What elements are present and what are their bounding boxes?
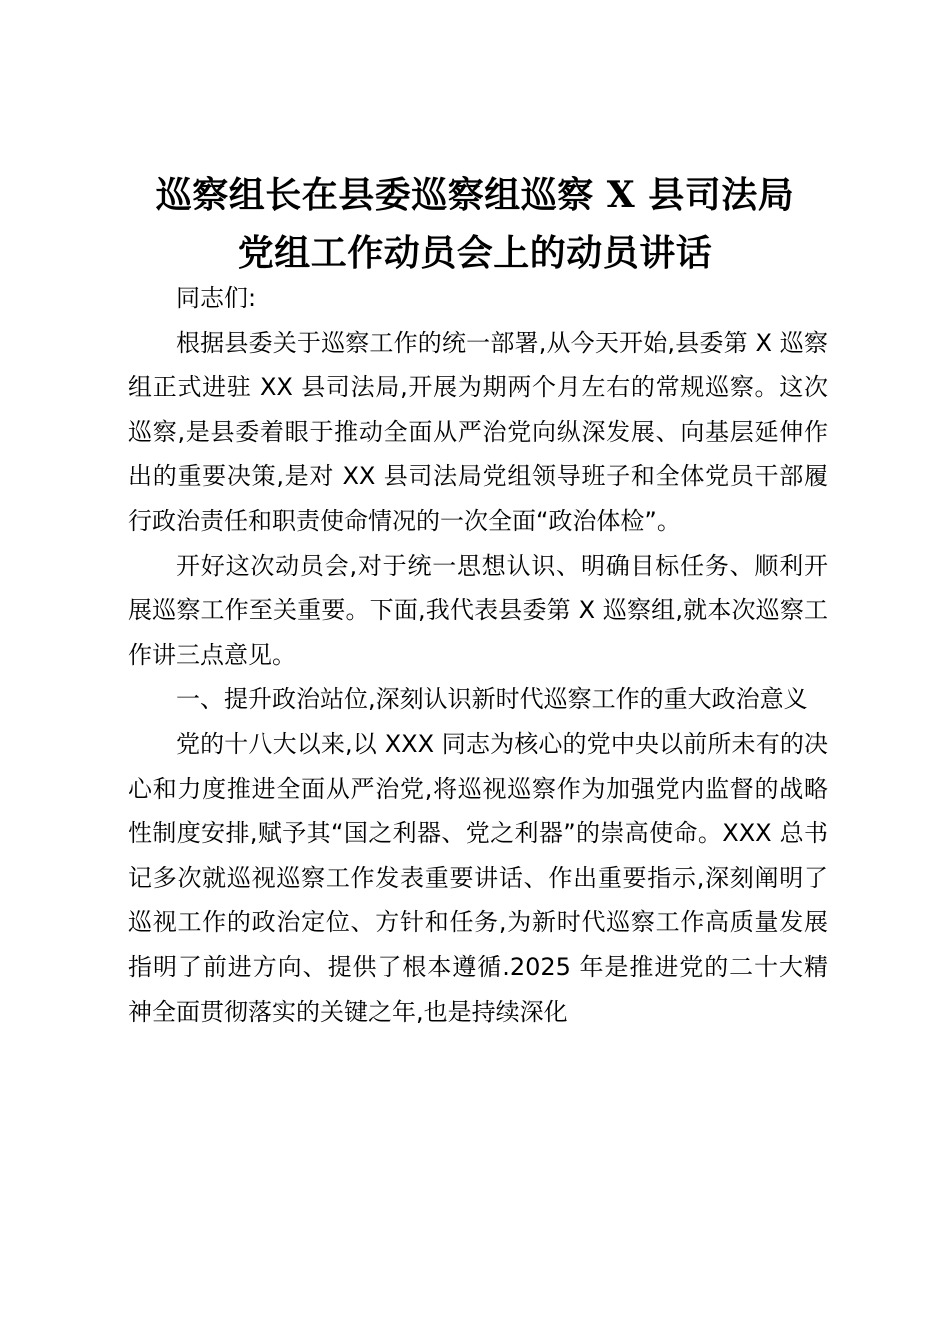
title-line-1: 巡察组长在县委巡察组巡察 X 县司法局 (155, 174, 795, 216)
document-body (128, 276, 828, 1034)
paragraph-intro: 根据县委关于巡察工作的统一部署,从今天开始,县委第 X 巡察组正式进驻 XX 县司法局,开展为期两个月左右的常规巡察。这次巡察,是县委着眼于推动全面从严治党向纵深发展、向基层延伸作出的重要决策,是对 XX 县司法局党组领导班子和全体党员干部履行政治责任和职责使命情况的一次全面“政治体检”。 (128, 328, 828, 535)
paragraph-meeting: 开好这次动员会,对于统一思想认识、明确目标任务、顺利开展巡察工作至关重要。下面,我代表县委第 X 巡察组,就本次巡察工作讲三点意见。 (128, 551, 828, 669)
document-title (100, 166, 850, 282)
paragraph-background: 党的十八大以来,以 XXX 同志为核心的党中央以前所未有的决心和力度推进全面从严治党,将巡视巡察作为加强党内监督的战略性制度安排,赋予其“国之利器、党之利器”的崇高使命。XXX 总书记多次就巡视巡察工作发表重要讲话、作出重要指示,深刻阐明了巡视工作的政治定位、方针和任务,为新时代巡察工作高质量发展指明了前进方向、提供了根本遵循.2025 年是推进党的二十大精神全面贯彻落实的关键之年,也是持续深化 (128, 729, 828, 1026)
title-line-2: 党组工作动员会上的动员讲话 (237, 232, 713, 274)
section-heading-1: 一、提升政治站位,深刻认识新时代巡察工作的重大政治意义 (176, 685, 808, 714)
salutation: 同志们: (176, 284, 257, 312)
